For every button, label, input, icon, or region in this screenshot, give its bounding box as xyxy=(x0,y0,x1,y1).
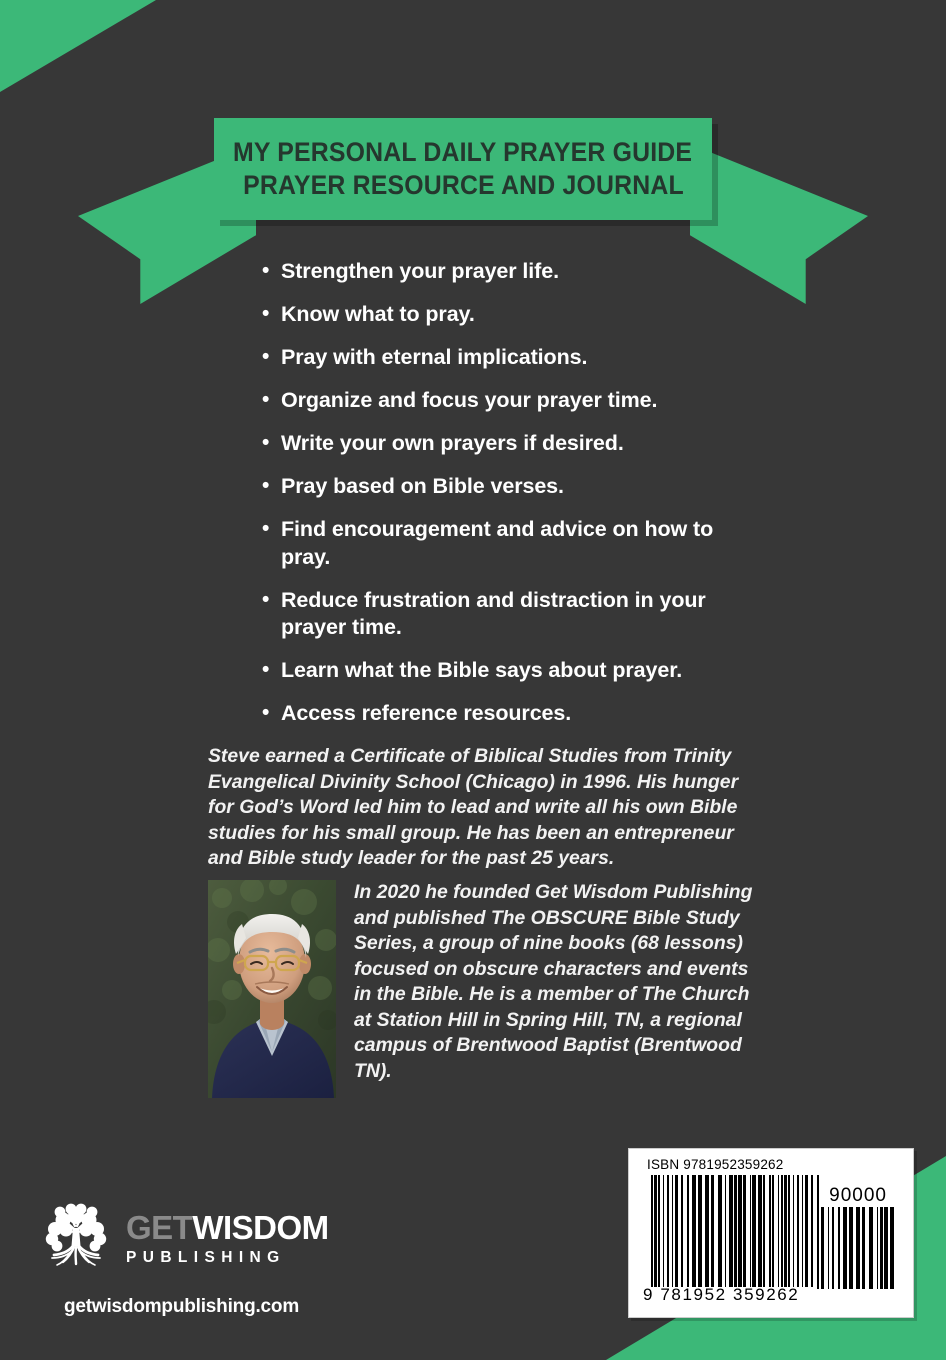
feature-bullet-list xyxy=(262,258,762,743)
barcode-human-digits: 9 781952 359262 xyxy=(643,1285,800,1304)
publisher-name-wisdom: WISDOM xyxy=(192,1209,329,1247)
bullet-item: • Learn what the Bible says about prayer. xyxy=(262,657,762,685)
bullet-item: • Organize and focus your prayer time. xyxy=(262,387,762,415)
bullet-item: • Reduce frustration and distraction in your prayer time. xyxy=(262,587,762,642)
barcode-bars-main xyxy=(651,1175,821,1287)
bullet-item: • Pray based on Bible verses. xyxy=(262,473,762,501)
publisher-website: getwisdompublishing.com xyxy=(64,1296,300,1317)
tree-of-life-icon xyxy=(40,1200,112,1277)
isbn-barcode xyxy=(628,1148,914,1318)
ribbon-title-plate xyxy=(214,118,712,220)
bullet-item: • Strengthen your prayer life. xyxy=(262,258,762,286)
publisher-name-get: GET xyxy=(126,1209,193,1247)
bullet-item: • Find encouragement and advice on how to pray. xyxy=(262,516,762,571)
top-left-green-wedge xyxy=(0,0,156,92)
author-bio-paragraph-2: In 2020 he founded Get Wisdom Publishing and published The OBSCURE Bible Study Series, a group of nine books (68 lessons) focused on obscure characters and events in the Bible. He is a member of The Church at Station Hill in Spring Hill, TN, a regional campus of Brentwood Baptist (Brentwood TN). xyxy=(354,881,753,1082)
author-bio-row xyxy=(208,880,764,1098)
publisher-logo xyxy=(40,1200,329,1277)
author-bio-paragraph-1: Steve earned a Certificate of Biblical Studies from Trinity Evangelical Divinity School (Chicago) in 1996. His hunger for God’s Word led him to lead and write all his own Bible studies for his small group. He has been an entrepreneur and Bible study leader for the past 25 years. xyxy=(208,745,739,870)
bullet-item: • Access reference resources. xyxy=(262,700,762,728)
publisher-name xyxy=(126,1209,329,1247)
bullet-item: • Pray with eternal implications. xyxy=(262,344,762,372)
title-line-1: MY PERSONAL DAILY PRAYER GUIDE xyxy=(233,137,693,168)
isbn-label: ISBN 9781952359262 xyxy=(647,1157,784,1172)
publisher-subtitle: PUBLISHING xyxy=(126,1249,286,1267)
barcode-addon-value: 90000 xyxy=(829,1185,887,1206)
publisher-wordmark xyxy=(126,1211,329,1266)
barcode-bars-addon xyxy=(817,1207,895,1289)
bullet-item: • Write your own prayers if desired. xyxy=(262,430,762,458)
author-photo xyxy=(208,880,336,1098)
title-line-2: PRAYER RESOURCE AND JOURNAL xyxy=(242,170,684,200)
bullet-item: • Know what to pray. xyxy=(262,301,762,329)
